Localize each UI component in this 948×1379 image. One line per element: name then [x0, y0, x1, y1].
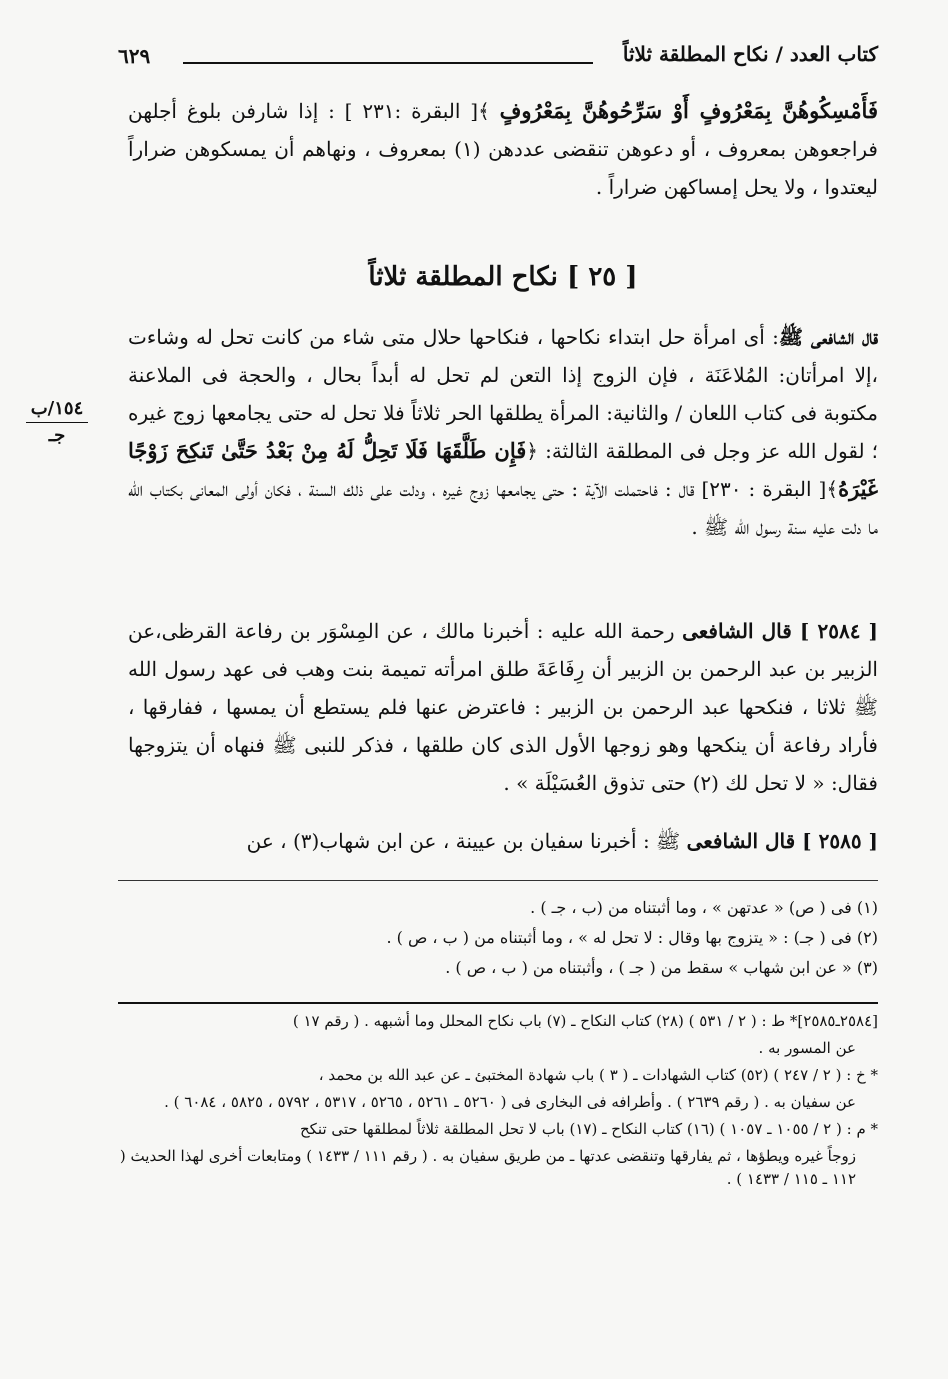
reference-entry — [118, 1010, 878, 1060]
margin-siglum: جـ — [48, 425, 66, 446]
reference-entry — [118, 1118, 878, 1191]
hadith-2584 — [128, 612, 878, 802]
footnote: (٢) فى ( جـ) : « يتزوج بها وقال : لا تحل له » ، وما أثبتناه من ( ب ، ص ) . — [386, 928, 878, 947]
footnote: (٣) « عن ابن شهاب » سقط من ( جـ ) ، وأثبتناه من ( ب ، ص ) . — [445, 958, 878, 977]
page-number: ٦٢٩ — [118, 44, 151, 68]
footnote: (١) فى ( ص) « عدتهن » ، وما أثبتناه من (ب ، جـ ) . — [530, 898, 878, 917]
opening-paragraph — [128, 92, 878, 206]
margin-folio: ١٥٤/ب — [30, 398, 84, 419]
header-rule — [183, 62, 593, 64]
hadith-number: [ ٢٥٨٥ ] قال الشافعى — [686, 829, 878, 853]
reference-line: عن سفيان به . ( رقم ٢٦٣٩ ) . وأطرافه فى البخارى فى ( ٥٢٦٠ ـ ٥٢٦١ ، ٥٢٦٥ ، ٥٣١٧ ، ٥٧٩٢ ، ٥٨٢٥ ، ٦٠٨٤ ) . — [164, 1093, 856, 1111]
reference-line: * م : ( ٢ / ١٠٥٥ ـ ١٠٥٧ ) (١٦) كتاب النكاح ـ (١٧) باب لا تحل المطلقة ثلاثاً لمطلقها حتى تنكح — [299, 1120, 878, 1138]
paragraph-text: : أى امرأة حل ابتداء نكاحها ، فنكاحها حلال متى شاء من كانت تحل له وشاءت ،إلا امرأتان: المُلاعَنَة ، فإن الزوج إذا التعن لم تحل له أبداً بحال ، والحجة فى الملاعنة مكتوبة فى كتاب اللعان / والثانية: المرأة يطلقها الحر ثلاثاً فلا تحل له حتى يجامعها زوج غيره ؛ لقول الله عز وجل فى المطلقة الثالثة: ﴿ — [128, 325, 878, 463]
reference-line: زوجاً غيره ويطؤها ، ثم يفارقها وتنقضى عدتها ـ من طريق سفيان به . ( رقم ١١١ / ١٤٣٣ ) ومتابعات أخرى لهذا الحديث ( ١١٢ ـ ١١٥ / ١٤٣٣ ) . — [119, 1147, 856, 1188]
hadith-number: [ ٢٥٨٤ ] قال الشافعى — [682, 619, 878, 643]
page-header — [118, 40, 878, 80]
manuscript-margin-note — [22, 398, 92, 447]
hadith-references — [118, 1010, 878, 1195]
running-title: كتاب العدد / نكاح المطلقة ثلاثاً — [622, 42, 878, 66]
paragraph-text: ﴾[ البقرة :٢٣١ ] : إذا شارفن بلوغ أجلهن فراجعوهن بمعروف ، أو دعوهن تنقضى عددهن (١) بمعروف ، ونهاهم أن يمسكوهن ضراراً ليعتدوا ، ولا يحل إمساكهن ضراراً . — [128, 99, 878, 199]
reference-line: عن المسور به . — [758, 1039, 856, 1057]
hadith-2585 — [128, 822, 878, 860]
reference-entry — [118, 1064, 878, 1114]
speaker-label: قال الشافعى ﷺ — [778, 325, 878, 349]
main-paragraph — [128, 318, 878, 546]
reference-line: * خ : ( ٢ / ٢٤٧ ) (٥٢) كتاب الشهادات ـ ( ٣ ) باب شهادة المختبئ ـ عن عبد الله بن محمد ، — [318, 1066, 878, 1084]
footnotes — [118, 893, 878, 983]
reference-line: [٢٥٨٤ـ٢٥٨٥]* ط : ( ٢ / ٥٣١ ) (٢٨) كتاب النكاح ـ (٧) باب نكاح المحلل وما أشبهه . ( رقم ١٧ ) — [292, 1012, 878, 1030]
hadith-text: ﷺ : أخبرنا سفيان بن عيينة ، عن ابن شهاب(٣) ، عن — [246, 829, 687, 853]
paragraph-text: ﴾[ البقرة : ٢٣٠] قال : فاحتملت الآية : حتى يجامعها زوج غيره ، ودلت على ذلك السنة ، فكان أولى المعانى بكتاب الله ما دلت عليه سنة رسول الله ﷺ . — [128, 477, 878, 539]
section-heading: [ ٢٥ ] نكاح المطلقة ثلاثاً — [368, 262, 638, 292]
quran-verse: فَأَمْسِكُوهُنَّ بِمَعْرُوفٍ أَوْ سَرِّحُوهُنَّ بِمَعْرُوفٍ — [499, 98, 878, 123]
footnote-separator — [118, 880, 878, 881]
quran-verse: فَإِن طَلَّقَهَا فَلَا تَحِلُّ لَهُ مِنْ بَعْدُ حَتَّىٰ تَنكِحَ زَوْجًا غَيْرَهُ — [128, 438, 878, 501]
references-separator — [118, 1002, 878, 1004]
hadith-text: رحمة الله عليه : أخبرنا مالك ، عن المِسْوَر بن رفاعة القرظى،عن الزبير بن عبد الرحمن بن الزبير أن رِفَاعَةَ طلق امرأته تميمة بنت وهب فى عهد رسول الله ﷺ ثلاثا ، فنكحها عبد الرحمن بن الزبير : فاعترض عنها فلم يستطع أن يمسها ، ففارقها ، فأراد رفاعة أن ينكحها وهو زوجها الأول الذى كان طلقها ، فذكر للنبى ﷺ فنهاه أن يتزوجها فقال: « لا تحل لك (٢) حتى تذوق العُسَيْلَة » . — [128, 619, 878, 795]
margin-rule — [26, 422, 88, 423]
